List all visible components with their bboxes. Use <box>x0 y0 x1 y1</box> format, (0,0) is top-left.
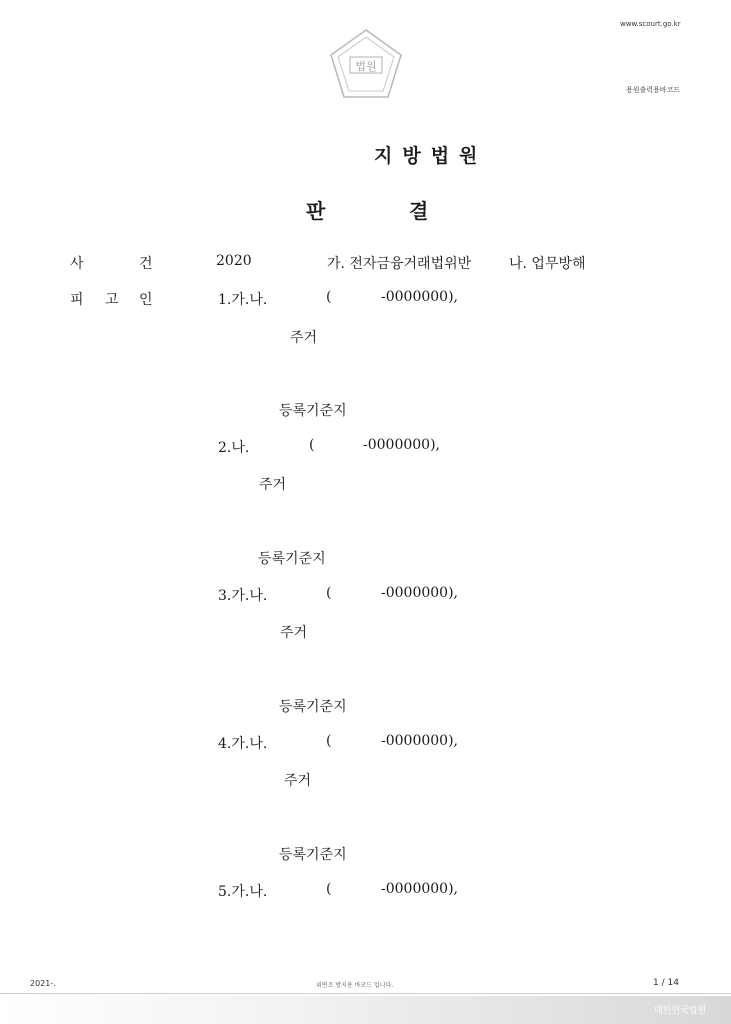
footer-brand: 대한민국법원 <box>654 1006 707 1016</box>
defendant-domicile-label: 등록기준지 <box>279 847 347 863</box>
charge-b: 나. 업무방해 <box>509 256 586 272</box>
site-url: www.scourt.go.kr <box>620 20 681 28</box>
doc-type-2: 결 <box>409 199 429 223</box>
defendant-paren: ( <box>309 437 315 453</box>
defendant-label-2: 고 <box>105 292 119 308</box>
barcode-notice: 위변조 방지용 바코드 입니다. <box>316 982 394 989</box>
charge-a: 가. 전자금융거래법위반 <box>327 256 472 272</box>
defendant-reg: -0000000), <box>363 437 440 453</box>
case-label-2: 건 <box>139 256 153 272</box>
footer-bar <box>0 996 731 1024</box>
defendant-id: 1.가.나. <box>218 292 268 308</box>
defendant-id: 5.가.나. <box>218 884 268 900</box>
defendant-paren: ( <box>326 585 332 601</box>
defendant-paren: ( <box>326 881 332 897</box>
defendant-address-label: 주거 <box>284 773 312 789</box>
case-number: 2020 <box>216 253 252 269</box>
case-label-1: 사 <box>70 256 84 272</box>
defendant-reg: -0000000), <box>381 881 458 897</box>
defendant-domicile-label: 등록기준지 <box>279 699 347 715</box>
seal-text: 법원 <box>355 60 377 73</box>
defendant-paren: ( <box>326 289 332 305</box>
defendant-reg: -0000000), <box>381 733 458 749</box>
court-seal <box>327 26 405 104</box>
defendant-id: 2.나. <box>218 440 250 456</box>
barcode-caption: 용원출력용바코드 <box>626 86 681 94</box>
court-title: 지방법원 <box>374 145 488 167</box>
page-number: 1 / 14 <box>653 978 679 988</box>
defendant-address-label: 주거 <box>259 477 287 493</box>
defendant-label-3: 인 <box>139 292 153 308</box>
doc-number: 2021-. <box>30 979 56 988</box>
defendant-id: 3.가.나. <box>218 588 268 604</box>
defendant-reg: -0000000), <box>381 585 458 601</box>
footer-divider <box>0 993 731 994</box>
defendant-id: 4.가.나. <box>218 736 268 752</box>
defendant-label-1: 피 <box>70 292 84 308</box>
defendant-domicile-label: 등록기준지 <box>279 403 347 419</box>
defendant-reg: -0000000), <box>381 289 458 305</box>
doc-type-1: 판 <box>306 199 326 223</box>
defendant-domicile-label: 등록기준지 <box>258 551 326 567</box>
defendant-address-label: 주거 <box>280 625 308 641</box>
defendant-address-label: 주거 <box>290 330 318 346</box>
defendant-paren: ( <box>326 733 332 749</box>
